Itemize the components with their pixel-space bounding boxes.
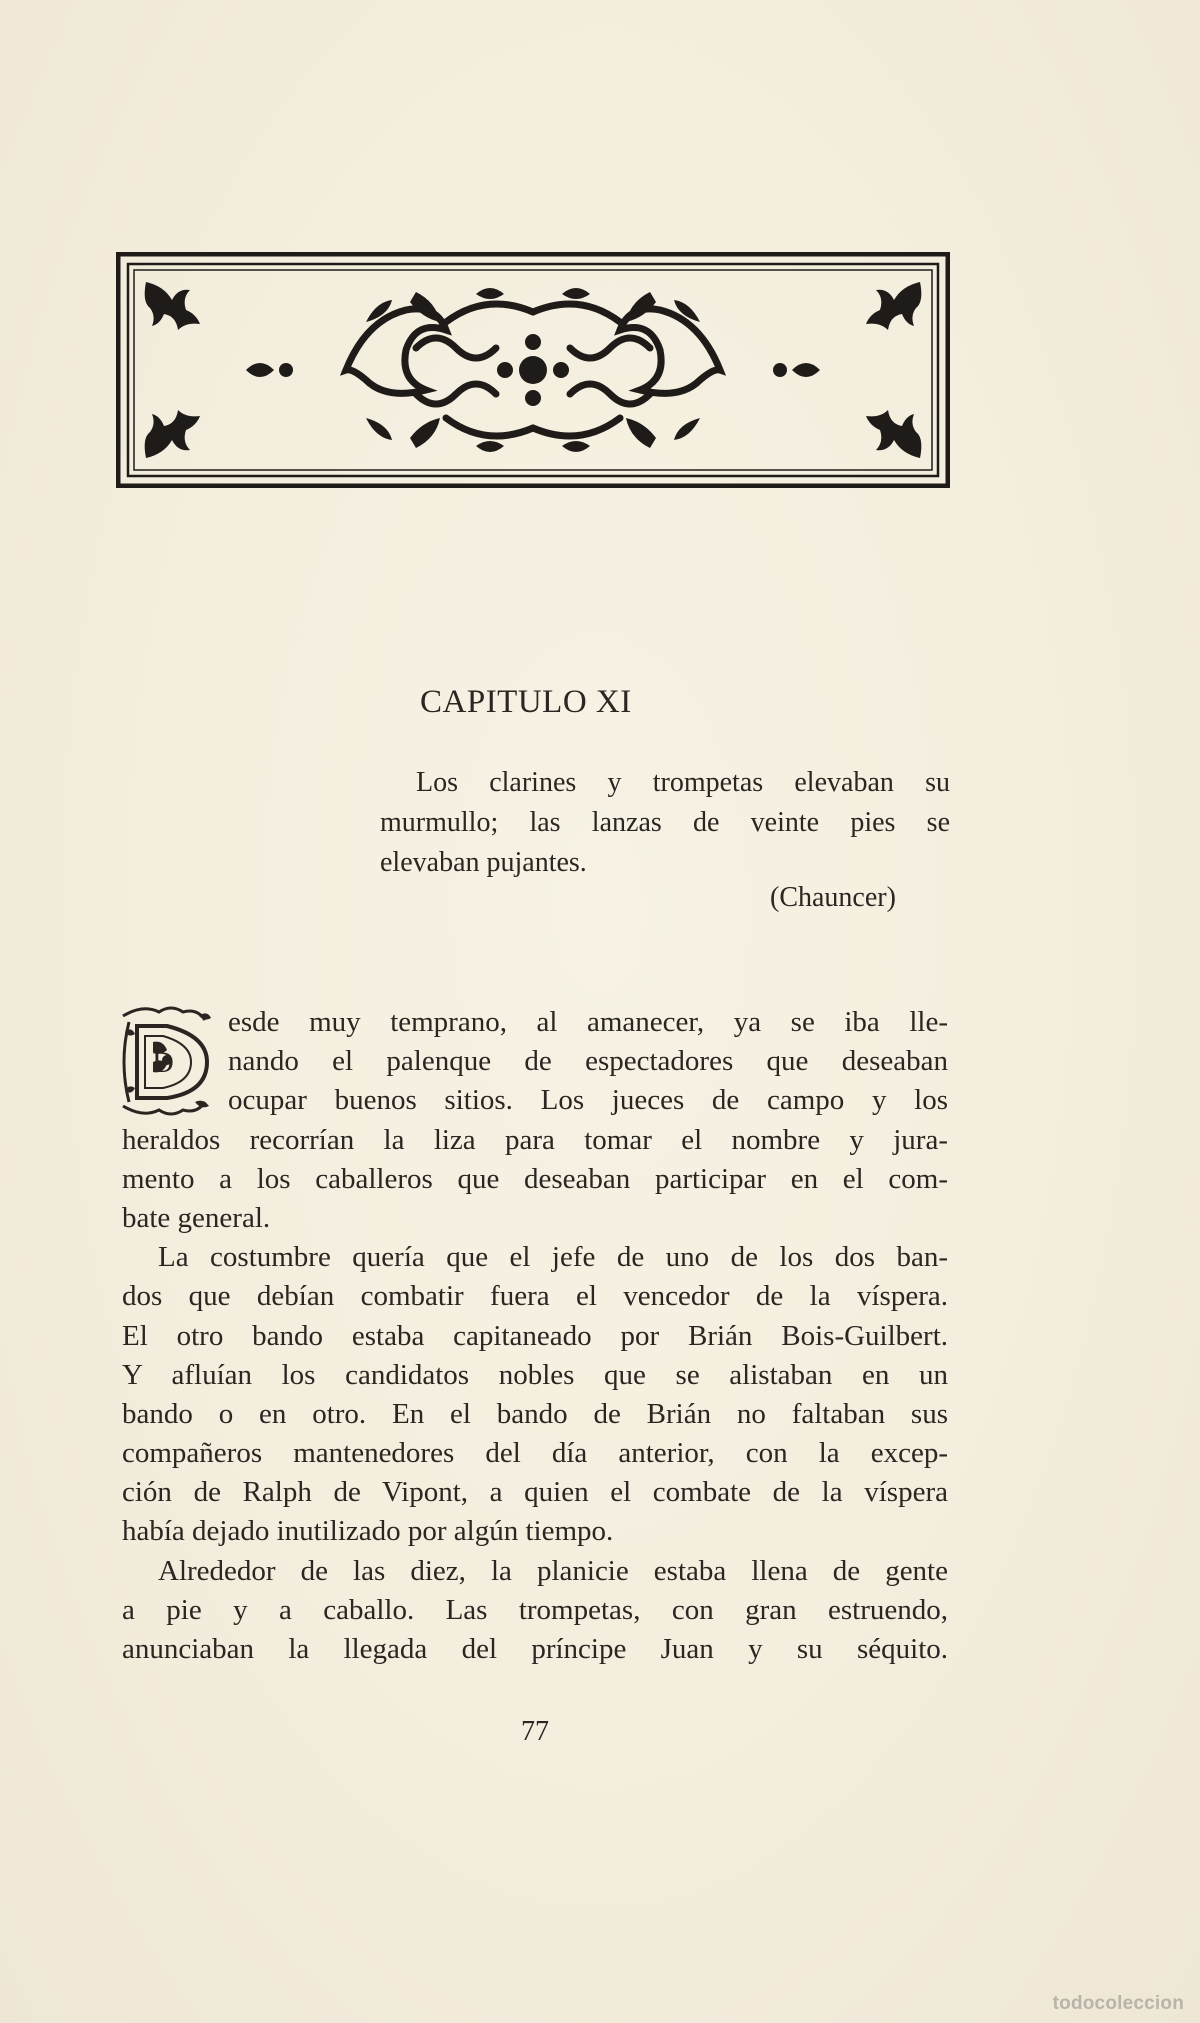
body-line: La costumbre quería que el jefe de uno de los dos ban- (158, 1241, 948, 1274)
body-line: mento a los caballeros que deseaban participar en el com- (122, 1162, 948, 1195)
body-line: Alrededor de las diez, la planicie estaba llena de gente (158, 1554, 948, 1587)
page-number: 77 (521, 1716, 549, 1747)
epigraph-line: murmullo; las lanzas de veinte pies se (380, 807, 950, 838)
epigraph-line: Los clarines y trompetas elevaban su (416, 767, 950, 798)
chapter-title: CAPITULO XI (420, 684, 632, 720)
body-line: heraldos recorrían la liza para tomar el nombre y jura- (122, 1123, 948, 1156)
epigraph-line: elevaban pujantes. (380, 847, 587, 878)
body-line: anunciaban la llegada del príncipe Juan y su séquito. (122, 1633, 948, 1665)
body-line: nando el palenque de espectadores que deseaban (228, 1045, 948, 1078)
dropcap-letter: D (152, 1046, 174, 1079)
body-line: El otro bando estaba capitaneado por Brián Bois-Guilbert. (122, 1319, 948, 1352)
body-line: ción de Ralph de Vipont, a quien el combate de la víspera (122, 1476, 948, 1509)
ornamental-header-border (116, 252, 950, 488)
epigraph (380, 763, 950, 883)
body-line: dos que debían combatir fuera el vencedor de la víspera. (122, 1280, 948, 1313)
body-line: había dejado inutilizado por algún tiempo. (122, 1515, 614, 1548)
body-line: a pie y a caballo. Las trompetas, con gran estruendo, (122, 1593, 948, 1626)
watermark-logo: todocoleccion (1052, 1993, 1184, 2014)
epigraph-source: (Chauncer) (770, 882, 896, 913)
body-line: bate general. (122, 1201, 271, 1234)
body-line: esde muy temprano, al amanecer, ya se iba lle- (228, 1006, 948, 1038)
body-line: ocupar buenos sitios. Los jueces de campo y los (228, 1084, 948, 1117)
body-line: compañeros mantenedores del día anterior, con la excep- (122, 1437, 948, 1470)
body-line: bando o en otro. En el bando de Brián no faltaban sus (122, 1397, 948, 1430)
body-line: Y afluían los candidatos nobles que se alistaban en un (122, 1358, 948, 1391)
chapter-body (122, 1003, 948, 1669)
